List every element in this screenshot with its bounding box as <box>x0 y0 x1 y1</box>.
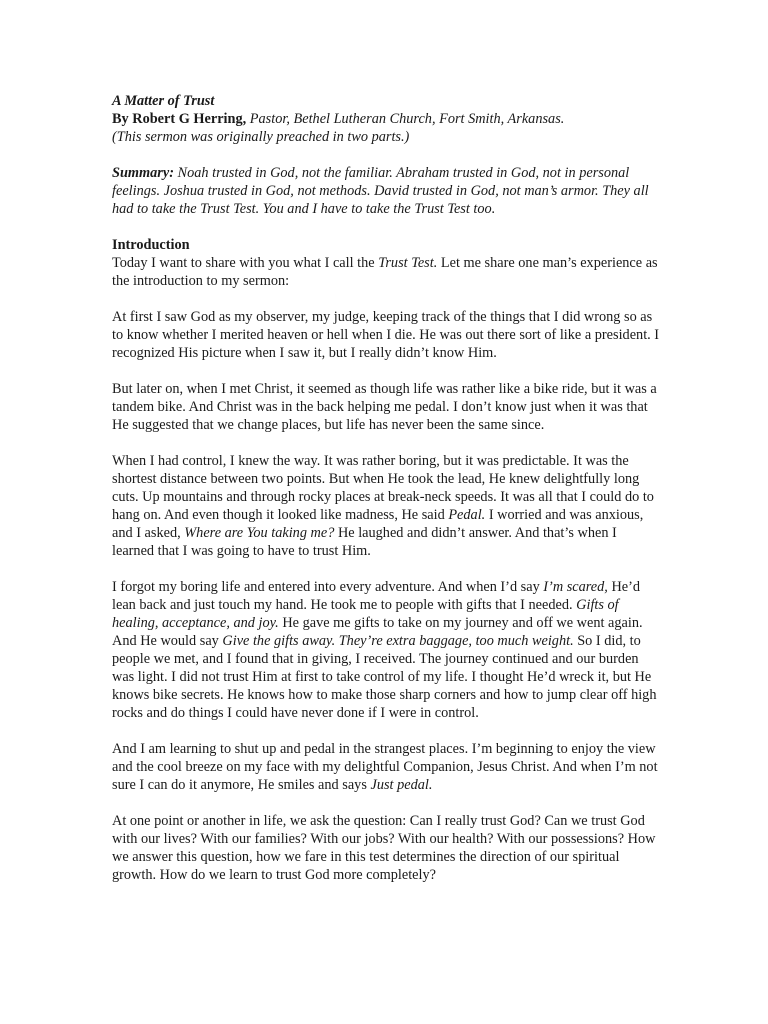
paragraph-strangest-places <box>112 740 660 794</box>
byline-author: By Robert G Herring, <box>112 111 247 127</box>
text-run: He gave me gifts to take on my journey and off we went again. And He would say <box>112 615 643 649</box>
text-run: I forgot my boring life and entered into every adventure. And when I’d say <box>112 579 544 595</box>
text-run: So I did, to people we met, and I found that in giving, I received. The journey continued and our burden was light. I did not trust Him at first to take control of my life. I thought He’d wreck it, but He knows bike secrets. He knows how to make those sharp corners and how to jump clear off high rocks and do things I could have never done if I were in control. <box>112 633 657 721</box>
paragraph-question: At one point or another in life, we ask the question: Can I really trust God? Can we trust God with our lives? With our families? With our jobs? With our health? With our possessions? How we answer this question, how we fare in this test determines the direction of our spiritual growth. How do we learn to trust God more completely? <box>112 813 656 883</box>
emphasis-pedal: Pedal. <box>448 507 486 523</box>
paragraph-observer: At first I saw God as my observer, my judge, keeping track of the things that I did wrong so as to know whether I merited heaven or hell when I die. He was out there sort of like a president. I recognized His picture when I saw it, but I really didn’t know Him. <box>112 309 660 361</box>
text-run: Let me share one man’s experience as the introduction to my sermon: <box>112 255 658 289</box>
text-run: He laughed and didn’t answer. And that’s when I learned that I was going to have to trust Him. <box>112 525 617 559</box>
byline <box>112 110 660 128</box>
paragraph-adventure <box>112 578 660 722</box>
text-run: He’d lean back and just touch my hand. He took me to people with gifts that I needed. <box>112 579 641 613</box>
emphasis-give-away: Give the gifts away. They’re extra baggage, too much weight. <box>222 633 574 649</box>
paragraph-control <box>112 452 660 560</box>
section-heading-introduction: Introduction <box>112 237 190 253</box>
byline-role: Pastor, Bethel Lutheran Church, Fort Smith, Arkansas. <box>249 111 565 127</box>
emphasis-scared: I’m scared, <box>543 579 608 595</box>
emphasis-just-pedal: Just pedal. <box>370 777 433 793</box>
text-run: I worried and was anxious, and I asked, <box>112 507 644 541</box>
paragraph-tandem-bike: But later on, when I met Christ, it seemed as though life was rather like a bike ride, but it was a tandem bike. And Christ was in the back helping me pedal. I don’t know just when it was that He suggested that we change places, but life has never been the same since. <box>112 381 657 433</box>
text-run: And I am learning to shut up and pedal in the strangest places. I’m beginning to enjoy the view and the cool breeze on my face with my delightful Companion, Jesus Christ. And when I’m not sure I can do it anymore, He smiles and says <box>112 741 658 793</box>
sermon-title: A Matter of Trust <box>112 93 215 109</box>
document-header <box>112 92 660 146</box>
summary-paragraph <box>112 164 660 218</box>
text-run: When I had control, I knew the way. It was rather boring, but it was predictable. It was the shortest distance between two points. But when He took the lead, He knew delightfully long cuts. Up mountains and through rocky places at break-neck speeds. It was all that I could do to hang on. And even though it looked like madness, He said <box>112 453 654 523</box>
summary-text: Noah trusted in God, not the familiar. Abraham trusted in God, not in personal feelings. Joshua trusted in God, not methods. David trusted in God, not man’s armor. They all had to take the Trust Test. You and I have to take the Trust Test too. <box>112 165 649 217</box>
summary-label: Summary: <box>112 165 174 181</box>
sermon-note: (This sermon was originally preached in two parts.) <box>112 129 410 145</box>
emphasis-trust-test: Trust Test. <box>378 255 438 271</box>
emphasis-gifts: Gifts of healing, acceptance, and joy. <box>112 597 619 631</box>
paragraph-intro <box>112 254 660 290</box>
text-run: Today I want to share with you what I call the <box>112 255 379 271</box>
emphasis-question: Where are You taking me? <box>184 525 335 541</box>
introduction-section <box>112 236 660 290</box>
document-page <box>112 92 660 902</box>
